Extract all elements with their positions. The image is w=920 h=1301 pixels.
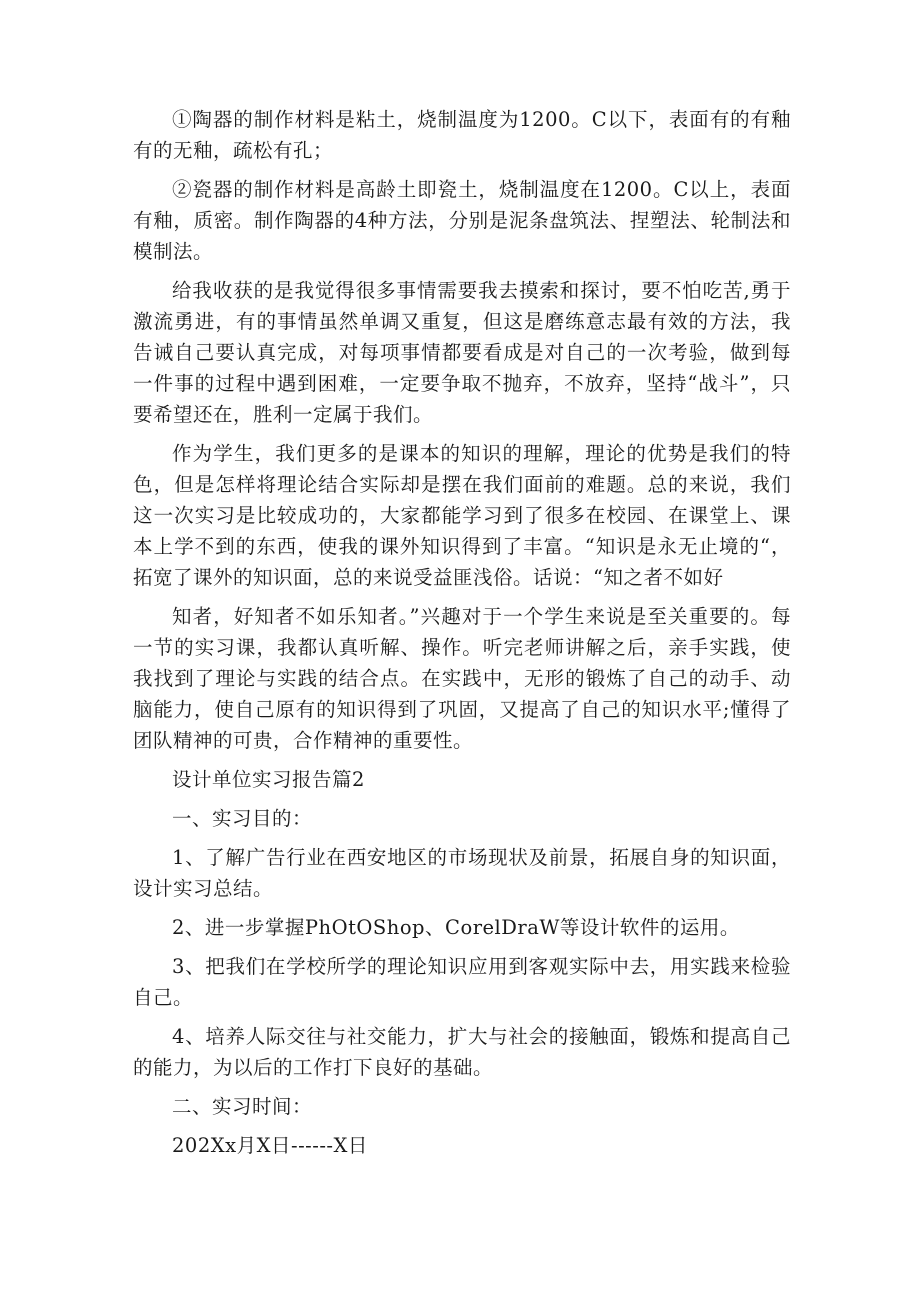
paragraph-porcelain-material: ②瓷器的制作材料是高龄土即瓷土，烧制温度在1200。C以上，表面有釉，质密。制作陶器的4种方法，分别是泥条盘筑法、捏塑法、轮制法和模制法。 [133,178,791,263]
paragraph-as-student: 作为学生，我们更多的是课本的知识的理解，理论的优势是我们的特色，但是怎样将理论结合实际却是摆在我们面前的难题。总的来说，我们这一次实习是比较成功的，大家都能学习到了很多在校园、在课堂上、课本上学不到的东西，使我的课外知识得到了丰富。“知识是永无止境的“，拓宽了课外的知识面，总的来说受益匪浅俗。话说：“知之者不如好 [133,442,791,589]
list-item-4: 4、培养人际交往与社交能力，扩大与社会的接触面，锻炼和提高自己的能力，为以后的工作打下良好的基础。 [133,1025,791,1079]
paragraph-pottery-material: ①陶器的制作材料是粘土，烧制温度为1200。C以下，表面有的有釉有的无釉，疏松有孔； [133,108,791,162]
paragraph-harvest: 给我收获的是我觉得很多事情需要我去摸索和探讨，要不怕吃苦,勇于激流勇进，有的事情虽然单调又重复，但这是磨练意志最有效的方法，我告诫自己要认真完成，对每项事情都要看成是对自己的一次考验，做到每一件事的过程中遇到困难，一定要争取不抛弃，不放弃，坚持“战斗”，只要希望还在，胜利一定属于我们。 [133,279,791,426]
section-heading: 设计单位实习报告篇2 [172,768,365,791]
subheading-time: 二、实习时间： [172,1095,313,1118]
paragraph-interest: 知者，好知者不如乐知者。”兴趣对于一个学生来说是至关重要的。每一节的实习课，我都认真听解、操作。听完老师讲解之后，亲手实践，使我找到了理论与实践的结合点。在实践中，无形的锻炼了自己的动手、动脑能力，使自己原有的知识得到了巩固，又提高了自己的知识水平;懂得了团队精神的可贵，合作精神的重要性。 [133,605,791,752]
list-item-2: 2、进一步掌握PhOtOShop、CorelDraW等设计软件的运用。 [172,916,740,939]
subheading-purpose: 一、实习目的： [172,807,313,830]
internship-date: 202Xx月X日------X日 [172,1134,368,1157]
document-body [133,104,791,1169]
list-item-3: 3、把我们在学校所学的理论知识应用到客观实际中去，用实践来检验自己。 [133,955,791,1009]
list-item-1: 1、了解广告行业在西安地区的市场现状及前景，拓展自身的知识面，设计实习总结。 [133,846,791,900]
